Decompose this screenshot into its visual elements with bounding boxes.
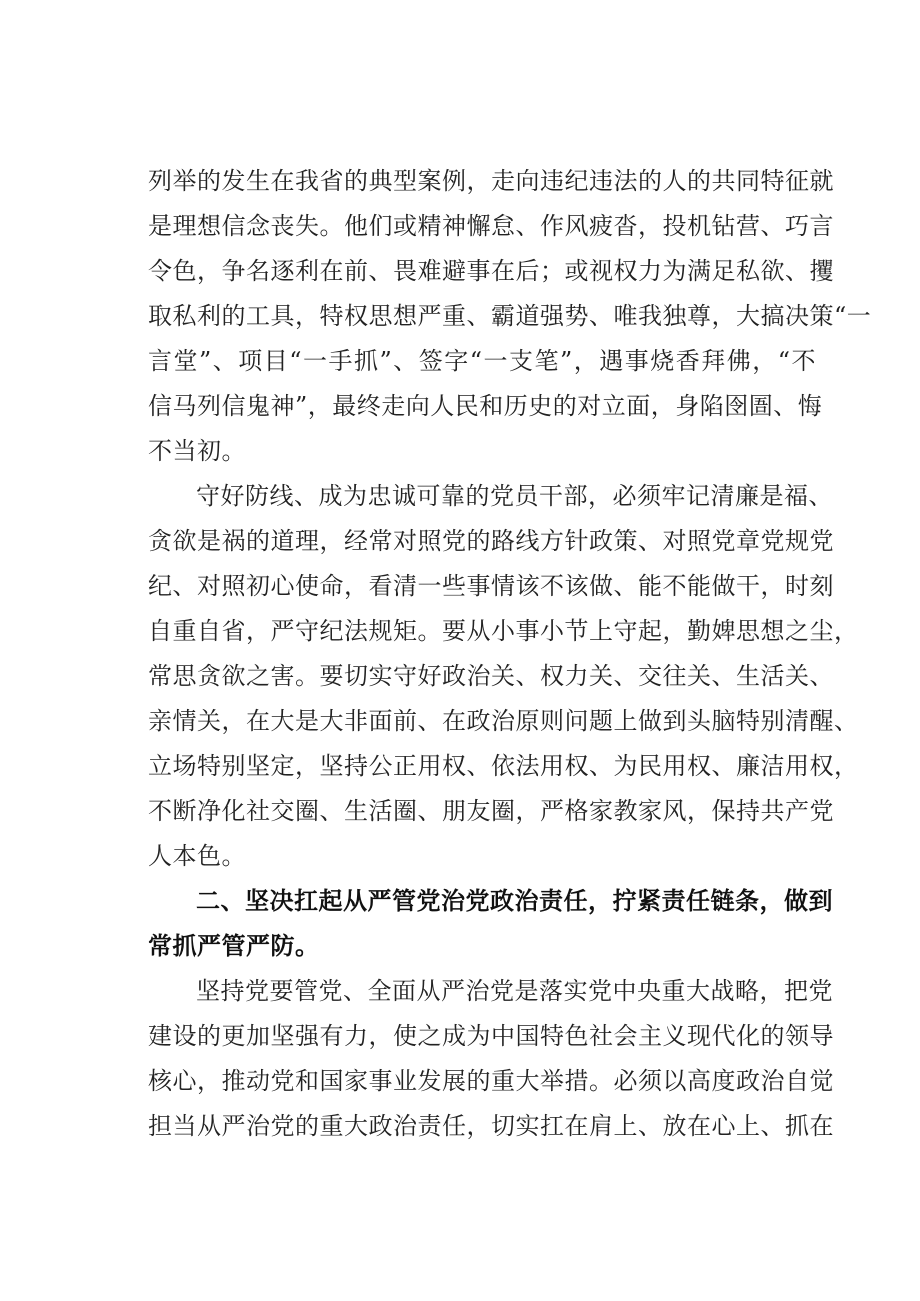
text-line: 取私利的工具，特权思想严重、霸道强势、唯我独尊，大搞决策“一 [148, 302, 872, 330]
text-line: 常思贪欲之害。要切实守好政治关、权力关、交往关、生活关、 [148, 662, 834, 690]
text-line: 人本色。 [148, 842, 246, 870]
text-line: 立场特别坚定，坚持公正用权、依法用权、为民用权、廉洁用权， [148, 752, 859, 780]
text-line: 言堂”、项目“一手抓”、签字“一支笔”，遇事烧香拜佛，“不 [148, 347, 816, 375]
text-line: 核心，推动党和国家事业发展的重大举措。必须以高度政治自觉 [148, 1067, 834, 1095]
text-line: 不当初。 [148, 437, 246, 465]
text-line: 建设的更加坚强有力，使之成为中国特色社会主义现代化的领导 [148, 1022, 834, 1050]
text-line: 不断净化社交圈、生活圈、朋友圈，严格家教家风，保持共产党 [148, 797, 834, 825]
text-line: 列举的发生在我省的典型案例，走向违纪违法的人的共同特征就 [148, 167, 834, 195]
text-line: 令色，争名逐利在前、畏难避事在后；或视权力为满足私欲、攫 [148, 257, 834, 285]
text-line: 信马列信鬼神”，最终走向人民和历史的对立面，身陷囹圄、悔 [148, 392, 823, 420]
heading-line: 二、坚决扛起从严管党治党政治责任，拧紧责任链条，做到 [196, 887, 833, 915]
text-line: 亲情关，在大是大非面前、在政治原则问题上做到头脑特别清醒、 [148, 707, 859, 735]
text-line: 担当从严治党的重大政治责任，切实扛在肩上、放在心上、抓在 [148, 1112, 834, 1140]
text-line: 守好防线、成为忠诚可靠的党员干部，必须牢记清廉是福、 [196, 482, 833, 510]
heading-line: 常抓严管严防。 [148, 932, 320, 960]
text-line: 坚持党要管党、全面从严治党是落实党中央重大战略，把党 [196, 977, 833, 1005]
text-line: 是理想信念丧失。他们或精神懈怠、作风疲沓，投机钻营、巧言 [148, 212, 834, 240]
text-line: 自重自省，严守纪法规矩。要从小事小节上守起，勤婢思想之尘， [148, 617, 859, 645]
text-line: 纪、对照初心使命，看清一些事情该不该做、能不能做干，时刻 [148, 572, 834, 600]
text-line: 贪欲是祸的道理，经常对照党的路线方针政策、对照党章党规党 [148, 527, 834, 555]
